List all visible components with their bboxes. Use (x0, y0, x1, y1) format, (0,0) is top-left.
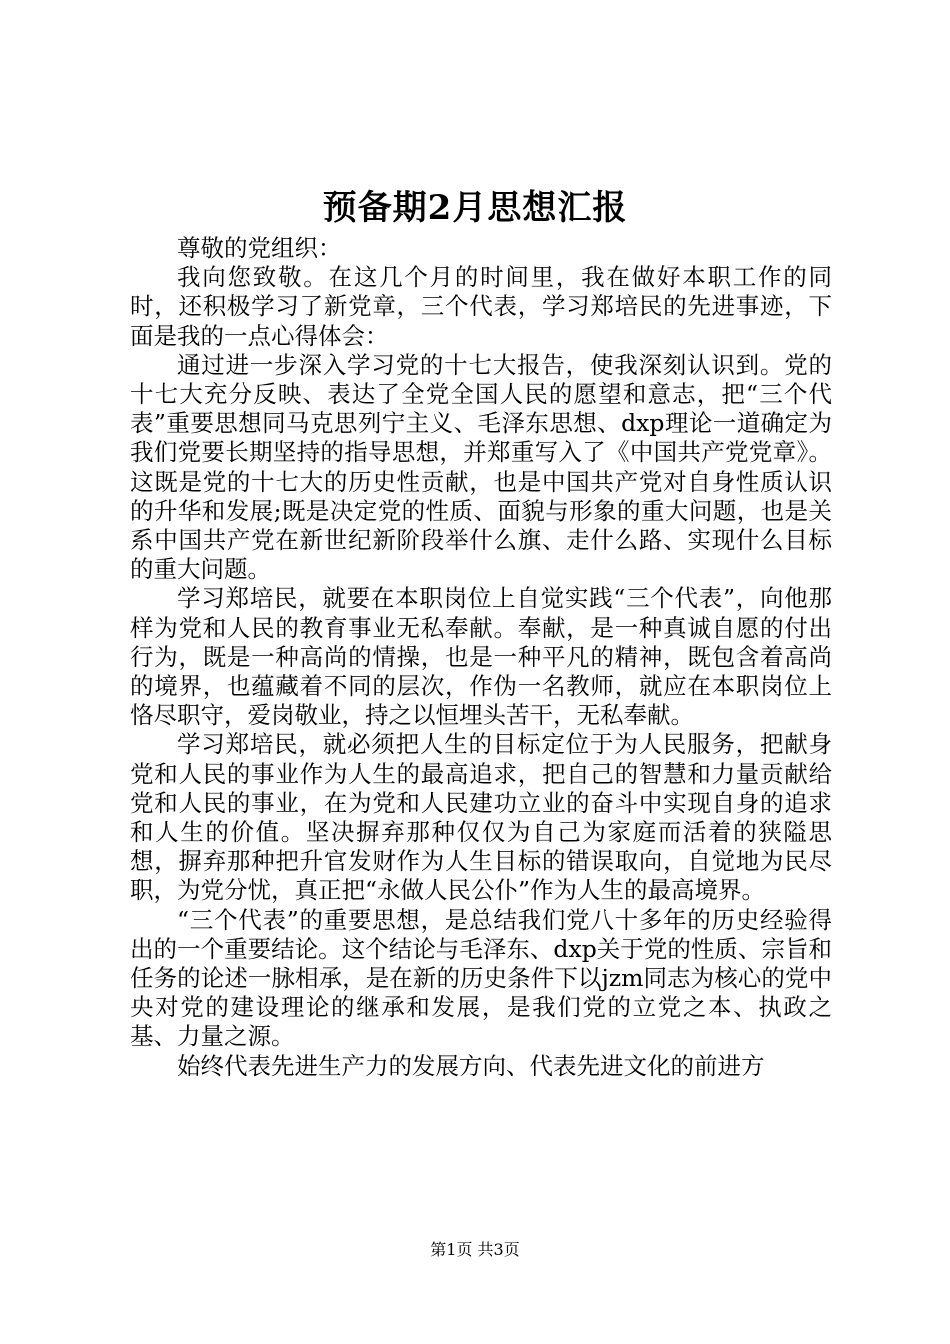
paragraph-life-goal: 学习郑培民，就必须把人生的目标定位于为人民服务，把献身党和人民的事业作为人生的最高追求，把自己的智慧和力量贡献给党和人民的事业，在为党和人民建功立业的奋斗中实现自身的追求和人生的价值。坚决摒弃那种仅仅为自己为家庭而活着的狭隘思想，摒弃那种把升官发财作为人生目标的错误取向，自觉地为民尽职，为党分忧，真正把“永做人民公仆”作为人生的最高境界。 (130, 730, 832, 905)
salutation: 尊敬的党组织： (177, 234, 342, 262)
paragraph-congress-report: 通过进一步深入学习党的十七大报告，使我深刻认识到。党的十七大充分反映、表达了全党全国人民的愿望和意志，把“三个代表”重要思想同马克思列宁主义、毛泽东思想、dxp理论一道确定为我们党要长期坚持的指导思想，并郑重写入了《中国共产党党章》。这既是党的十七大的历史性贡献，也是中国共产党对自身性质认识的升华和发展;既是决定党的性质、面貌与形象的重大问题，也是关系中国共产党在新世纪新阶段举什么旗、走什么路、实现什么目标的重大问题。 (130, 350, 832, 584)
paragraph-intro: 我向您致敬。在这几个月的时间里，我在做好本职工作的同时，还积极学习了新党章，三个代表，学习郑培民的先进事迹，下面是我的一点心得体会： (130, 263, 832, 350)
paragraph-dedication: 学习郑培民，就要在本职岗位上自觉实践“三个代表”，向他那样为党和人民的教育事业无私奉献。奉献，是一种真诚自愿的付出行为，既是一种高尚的情操，也是一种平凡的精神，既包含着高尚的境界，也蕴藏着不同的层次，作伪一名教师，就应在本职岗位上恪尽职守，爱岗敬业，持之以恒埋头苦干，无私奉献。 (130, 584, 832, 730)
document-body (130, 234, 832, 1081)
paragraph-three-represents: “三个代表”的重要思想，是总结我们党八十多年的历史经验得出的一个重要结论。这个结论与毛泽东、dxp关于党的性质、宗旨和任务的论述一脉相承，是在新的历史条件下以jzm同志为核心的党中央对党的建设理论的继承和发展，是我们党的立党之本、执政之基、力量之源。 (130, 905, 832, 1051)
page-number-footer: 第1页 共3页 (430, 1240, 520, 1259)
document-title: 预备期2月思想汇报 (322, 188, 628, 228)
paragraph-continued: 始终代表先进生产力的发展方向、代表先进文化的前进方 (177, 1051, 765, 1080)
